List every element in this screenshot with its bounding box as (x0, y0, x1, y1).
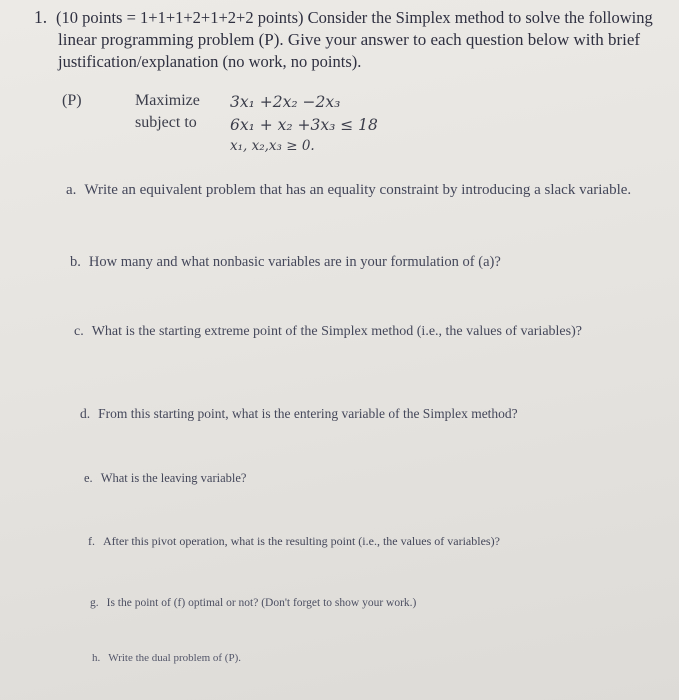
objective-function: 3x₁ +2x₂ −2x₃ (230, 93, 341, 111)
question-h-letter: h. (92, 652, 101, 664)
question-h (92, 652, 241, 664)
nonnegativity-constraint: x₁, x₂,x₃ ≥ 0. (230, 138, 315, 154)
constraint: 6x₁ + x₂ +3x₃ ≤ 18 (230, 116, 378, 134)
problem-header-line-1: (10 points = 1+1+1+2+1+2+2 points) Consider the Simplex method to solve the following (56, 8, 653, 27)
question-c (74, 324, 582, 340)
problem-header-line-3: justification/explanation (no work, no points). (58, 52, 362, 71)
question-e-text: What is the leaving variable? (100, 471, 247, 485)
question-f (88, 534, 500, 549)
question-d-letter: d. (80, 406, 91, 421)
question-a-text: Write an equivalent problem that has an equality constraint by introducing a slack variable. (84, 182, 632, 198)
problem-header (34, 8, 653, 27)
question-c-letter: c. (74, 324, 84, 339)
question-e (84, 471, 246, 486)
subject-to-label: subject to (135, 114, 197, 131)
question-g-text: Is the point of (f) optimal or not? (Don't forget to show your work.) (106, 597, 417, 609)
question-a (66, 182, 631, 199)
question-b (70, 254, 501, 271)
question-d (80, 406, 518, 422)
question-g (90, 597, 416, 609)
question-g-letter: g. (90, 597, 99, 609)
problem-number: 1. (34, 7, 48, 27)
problem-header-line-2: linear programming problem (P). Give your answer to each question below with brief (58, 30, 641, 49)
question-a-letter: a. (66, 182, 77, 198)
question-e-letter: e. (84, 471, 93, 485)
maximize-label: Maximize (135, 92, 200, 109)
question-f-letter: f. (88, 534, 95, 548)
question-b-text: How many and what nonbasic variables are in your formulation of (a)? (88, 254, 501, 270)
question-f-text: After this pivot operation, what is the resulting point (i.e., the values of variables)? (103, 534, 500, 548)
question-b-letter: b. (70, 254, 81, 270)
question-h-text: Write the dual problem of (P). (108, 652, 241, 664)
question-c-text: What is the starting extreme point of the Simplex method (i.e., the values of variables)? (91, 324, 582, 339)
lp-label: (P) (62, 92, 82, 109)
question-d-text: From this starting point, what is the entering variable of the Simplex method? (98, 406, 518, 421)
